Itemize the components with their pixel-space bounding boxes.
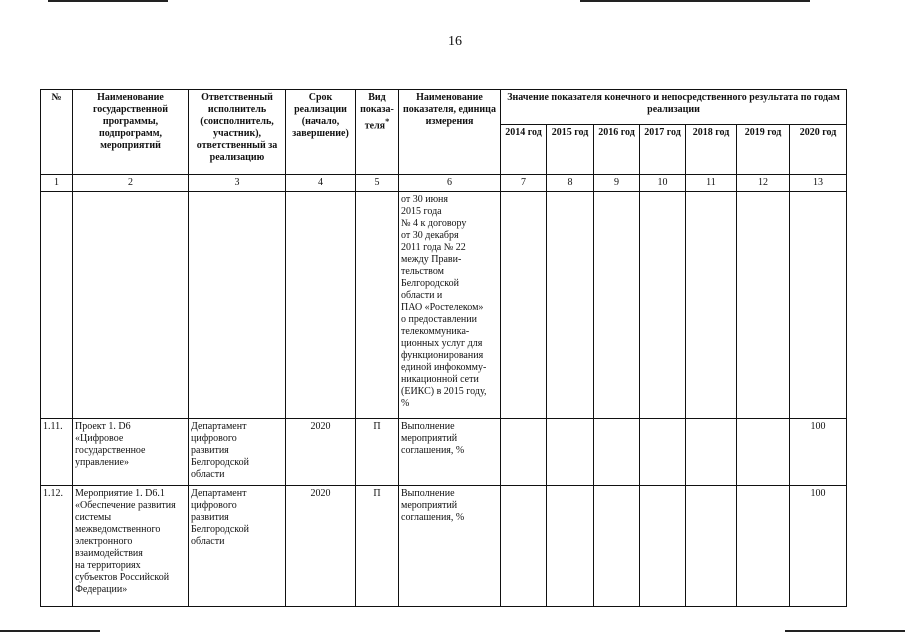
column-number: 3 — [189, 175, 286, 192]
empty-cell — [41, 192, 73, 419]
empty-cell — [547, 192, 594, 419]
row-type: П — [356, 419, 399, 486]
header-year: 2016 год — [594, 125, 640, 175]
top-edge-line-right — [580, 0, 810, 2]
indicator-continuation: от 30 июня 2015 года № 4 к договору от 30 декабря 2011 года № 22 между Прави- тельством Белгородской области и ПАО «Ростелеком» о предоставлении телекоммуника- ционных услуг для функционирования единой инфокомму- никационной сети (ЕИКС) в 2015 году, % — [399, 192, 501, 419]
column-number: 10 — [640, 175, 686, 192]
empty-cell — [356, 192, 399, 419]
column-number: 8 — [547, 175, 594, 192]
row-value — [547, 486, 594, 607]
column-number: 1 — [41, 175, 73, 192]
empty-cell — [686, 192, 737, 419]
header-type-text: Вид показа-теля — [360, 92, 394, 132]
header-year: 2019 год — [737, 125, 790, 175]
row-value — [547, 419, 594, 486]
header-type — [356, 90, 399, 175]
header-values-group: Значение показателя конечного и непосредственного результата по годам реализации — [501, 90, 847, 125]
header-year: 2018 год — [686, 125, 737, 175]
table-row — [41, 486, 847, 607]
row-value — [501, 419, 547, 486]
results-table — [40, 89, 847, 607]
table-row — [41, 419, 847, 486]
row-indicator: Выполнение мероприятий соглашения, % — [399, 486, 501, 607]
header-year: 2015 год — [547, 125, 594, 175]
row-value — [737, 486, 790, 607]
empty-cell — [501, 192, 547, 419]
header-row-1 — [41, 90, 847, 125]
row-value — [640, 486, 686, 607]
row-executor: Департамент цифрового развития Белгородской области — [189, 486, 286, 607]
column-number: 7 — [501, 175, 547, 192]
column-number: 11 — [686, 175, 737, 192]
header-type-mark: * — [385, 117, 390, 126]
row-value: 100 — [790, 486, 847, 607]
row-indicator: Выполнение мероприятий соглашения, % — [399, 419, 501, 486]
column-number: 6 — [399, 175, 501, 192]
header-year: 2014 год — [501, 125, 547, 175]
empty-cell — [790, 192, 847, 419]
row-term: 2020 — [286, 486, 356, 607]
empty-cell — [737, 192, 790, 419]
row-value — [594, 419, 640, 486]
row-value — [686, 486, 737, 607]
row-number: 1.11. — [41, 419, 73, 486]
column-number-row — [41, 175, 847, 192]
column-number: 13 — [790, 175, 847, 192]
top-edge-line-left — [48, 0, 168, 2]
bottom-edge-line-right — [785, 630, 905, 632]
empty-cell — [640, 192, 686, 419]
row-executor: Департамент цифрового развития Белгородской области — [189, 419, 286, 486]
continuation-row — [41, 192, 847, 419]
row-value — [737, 419, 790, 486]
empty-cell — [189, 192, 286, 419]
column-number: 4 — [286, 175, 356, 192]
row-number: 1.12. — [41, 486, 73, 607]
row-name: Проект 1. D6 «Цифровое государственное управление» — [73, 419, 189, 486]
row-value — [686, 419, 737, 486]
header-year: 2020 год — [790, 125, 847, 175]
column-number: 12 — [737, 175, 790, 192]
header-indicator: Наименование показателя, единица измерения — [399, 90, 501, 175]
row-type: П — [356, 486, 399, 607]
row-term: 2020 — [286, 419, 356, 486]
header-term: Срок реализации (начало, завершение) — [286, 90, 356, 175]
row-value — [594, 486, 640, 607]
column-number: 9 — [594, 175, 640, 192]
column-number: 5 — [356, 175, 399, 192]
empty-cell — [73, 192, 189, 419]
header-year: 2017 год — [640, 125, 686, 175]
header-name: Наименование государственной программы, подпрограмм, мероприятий — [73, 90, 189, 175]
header-num: № — [41, 90, 73, 175]
page-number: 16 — [448, 34, 462, 49]
row-value — [640, 419, 686, 486]
empty-cell — [286, 192, 356, 419]
header-executor: Ответственный исполнитель (соисполнитель, участник), ответственный за реализацию — [189, 90, 286, 175]
row-value — [501, 486, 547, 607]
empty-cell — [594, 192, 640, 419]
row-name: Мероприятие 1. D6.1 «Обеспечение развития системы межведомственного электронного взаимодействия на территориях субъектов Российской Федерации» — [73, 486, 189, 607]
column-number: 2 — [73, 175, 189, 192]
bottom-edge-line-left — [0, 630, 100, 632]
row-value: 100 — [790, 419, 847, 486]
